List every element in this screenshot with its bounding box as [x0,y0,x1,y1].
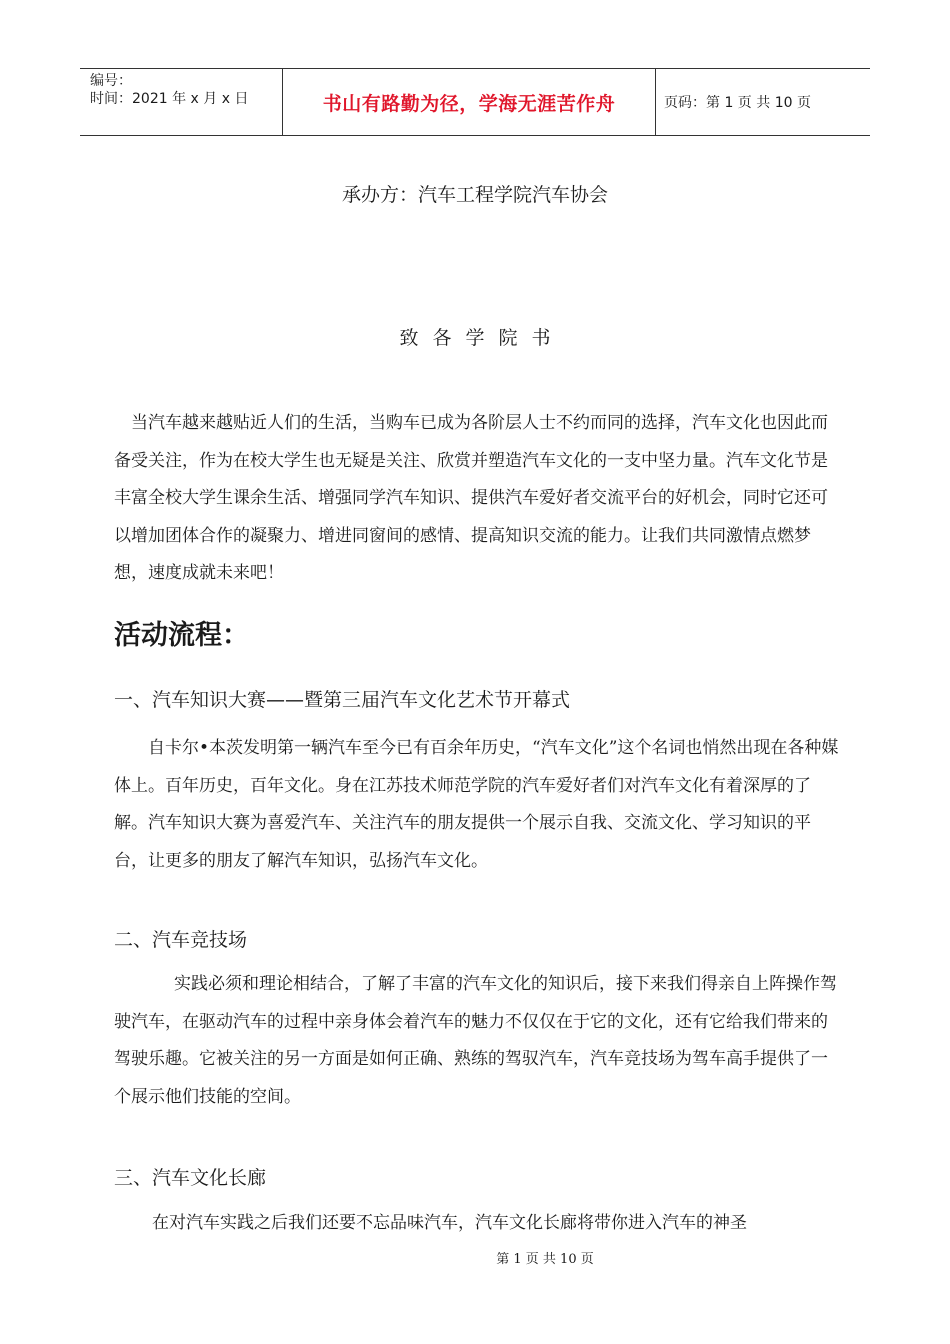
header-page-info: 页码：第 1 页 共 10 页 [664,95,811,111]
header-motto: 书山有路勤为径，学海无涯苦作舟 [283,69,656,135]
section-3-heading: 三、汽车文化长廊 [114,1167,267,1189]
intro-paragraph: 当汽车越来越贴近人们的生活，当购车已成为各阶层人士不约而同的选择，汽车文化也因此而备受关注，作为在校大学生也无疑是关注、欣赏并塑造汽车文化的一支中坚力量。汽车文化节是丰富全校大学生课余生活、增强同学汽车知识、提供汽车爱好者交流平台的好机会，同时它还可以增加团体合作的凝聚力、增进同窗间的感情、提高知识交流的能力。让我们共同激情点燃梦想，速度成就未来吧！ [114,413,828,583]
section-1-heading: 一、汽车知识大赛——暨第三届汽车文化艺术节开幕式 [114,689,571,711]
document-title: 致各学院书 [399,327,565,349]
section-2-body: 实践必须和理论相结合，了解了丰富的汽车文化的知识后，接下来我们得亲自上阵操作驾驶汽车，在驱动汽车的过程中亲身体会着汽车的魅力不仅仅在于它的文化，还有它给我们带来的驾驶乐趣。它被关注的另一方面是如何正确、熟练的驾驭汽车，汽车竞技场为驾车高手提供了一个展示他们技能的空间。 [114,974,837,1107]
section-1-body: 自卡尔•本茨发明第一辆汽车至今已有百余年历史，“汽车文化”这个名词也悄然出现在各种媒体上。百年历史，百年文化。身在江苏技术师范学院的汽车爱好者们对汽车文化有着深厚的了解。汽车知识大赛为喜爱汽车、关注汽车的朋友提供一个展示自我、交流文化、学习知识的平台，让更多的朋友了解汽车知识，弘扬汽车文化。 [114,738,839,871]
date-line: 时间：2021 年 x 月 x 日 [90,91,249,107]
page-header [80,68,870,136]
page-footer: 第 1 页 共 10 页 [496,1252,594,1267]
header-meta [80,69,283,135]
section-3-body: 在对汽车实践之后我们还要不忘品味汽车，汽车文化长廊将带你进入汽车的神圣 [152,1213,747,1233]
section-2-heading: 二、汽车竞技场 [114,929,248,951]
organizer-line: 承办方：汽车工程学院汽车协会 [341,184,608,206]
section-title: 活动流程： [114,620,249,651]
number-label: 编号： [90,73,132,89]
